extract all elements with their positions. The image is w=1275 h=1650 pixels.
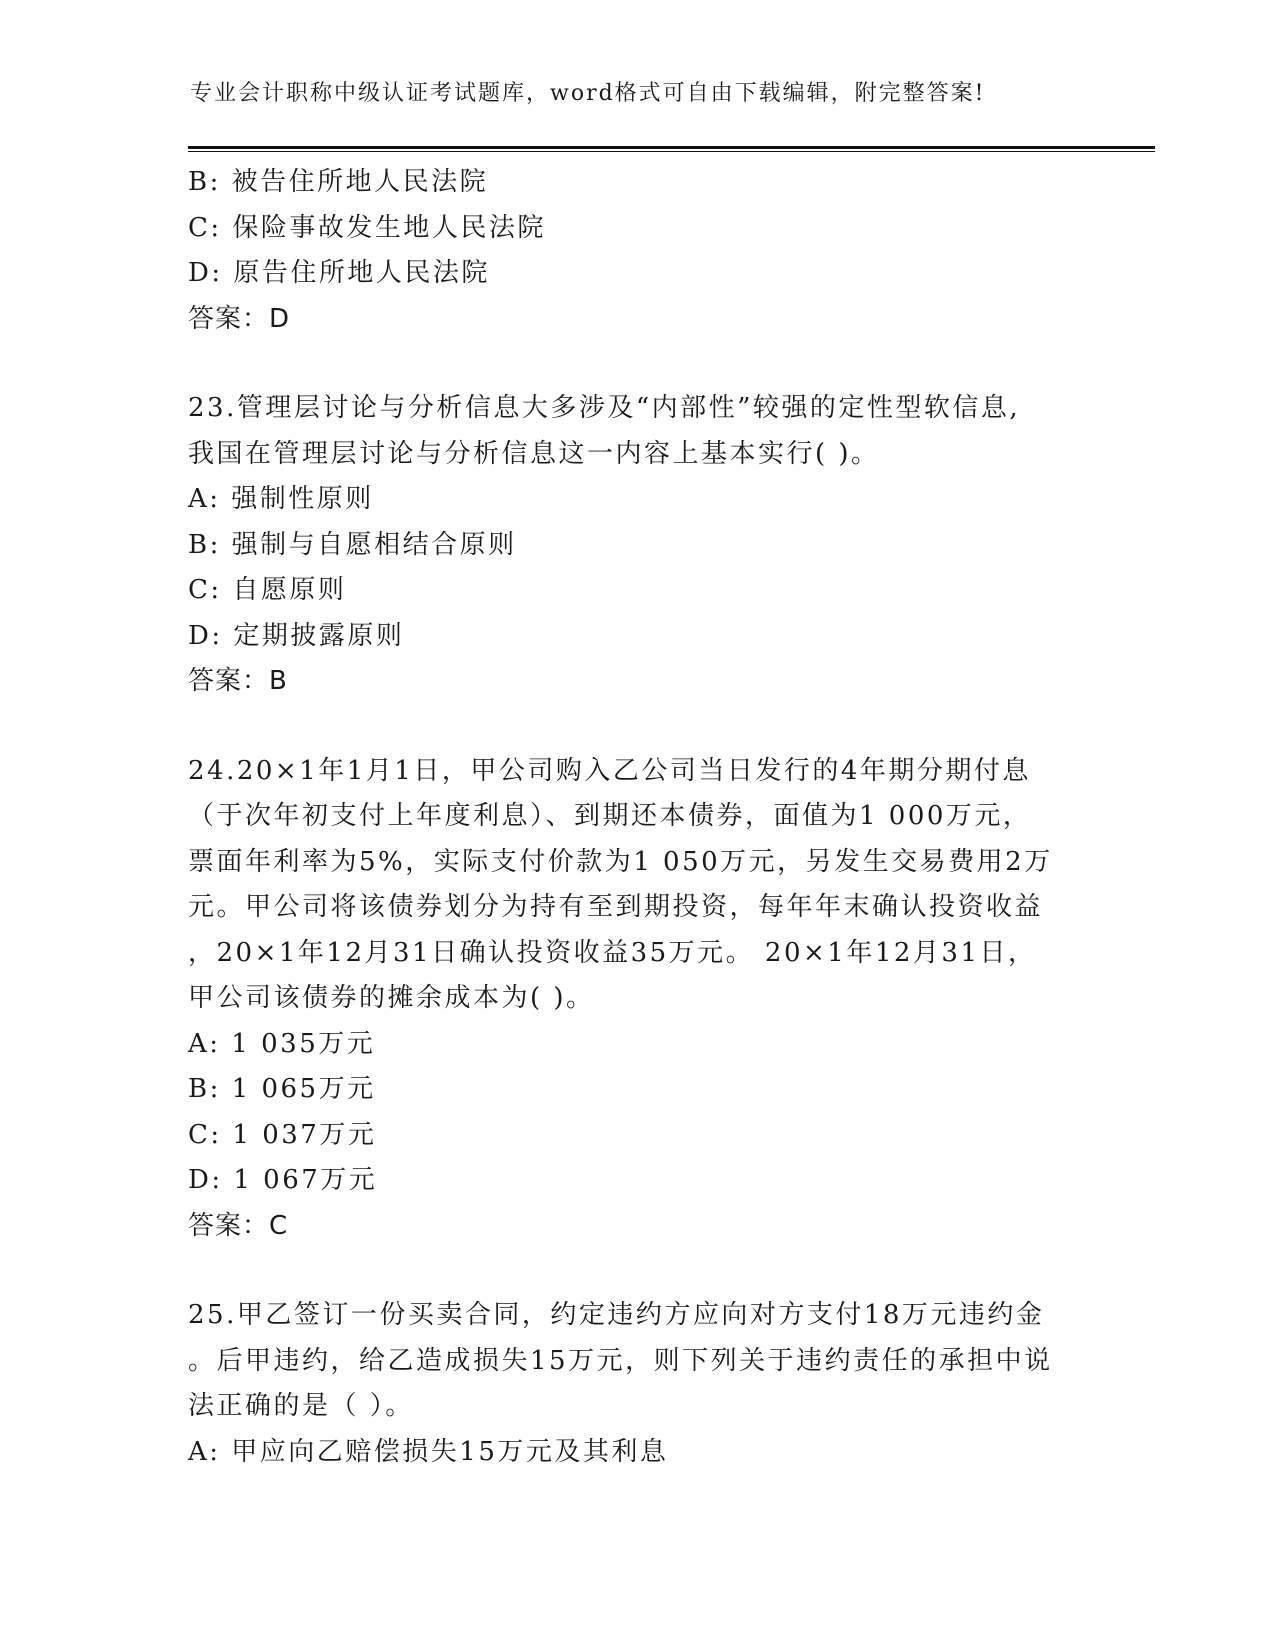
question-stem-line: 甲公司该债券的摊余成本为( )。: [188, 983, 595, 1013]
option-a: A: 1 035万元: [188, 1028, 376, 1059]
question-stem-line: 23.管理层讨论与分析信息大多涉及“内部性”较强的定性型软信息,: [188, 393, 1021, 423]
option-d: D: 原告住所地人民法院: [188, 258, 490, 288]
question-stem-line: 法正确的是（ ）。: [188, 1391, 414, 1421]
option-b: B: 1 065万元: [188, 1074, 376, 1104]
question-22-block: [188, 160, 1088, 342]
option-b: B: 强制与自愿相结合原则: [188, 529, 517, 560]
answer-line: 答案：C: [188, 1210, 289, 1241]
option-c: C: 保险事故发生地人民法院: [188, 212, 546, 243]
answer-line: 答案：D: [188, 303, 291, 334]
answer-line: 答案：B: [188, 666, 288, 696]
option-c: C: 1 037万元: [188, 1119, 377, 1150]
option-d: D: 1 067万元: [188, 1165, 378, 1195]
option-a: A: 甲应向乙赔偿损失15万元及其利息: [188, 1436, 669, 1467]
question-stem-line: 票面年利率为5%，实际支付价款为1 050万元，另发生交易费用2万: [188, 846, 1053, 877]
header-divider: [188, 146, 1155, 149]
page-header: 专业会计职称中级认证考试题库，word格式可自由下载编辑，附完整答案!: [190, 81, 986, 106]
question-stem-line: ，20×1年12月31日确认投资收益35万元。 20×1年12月31日，: [188, 937, 1037, 968]
option-c: C: 自愿原则: [188, 575, 347, 605]
question-stem-line: 元。甲公司将该债券划分为持有至到期投资，每年年末确认投资收益: [188, 892, 1044, 922]
question-24-block: [188, 749, 1088, 1250]
question-stem-line: 25.甲乙签订一份买卖合同，约定违约方应向对方支付18万元违约金: [188, 1300, 1045, 1330]
option-b: B: 被告住所地人民法院: [188, 167, 489, 197]
document-body: [188, 160, 1088, 1475]
question-stem-line: 我国在管理层讨论与分析信息这一内容上基本实行( )。: [188, 438, 880, 469]
question-25-block: [188, 1293, 1088, 1475]
question-stem-line: 。后甲违约，给乙造成损失15万元，则下列关于违约责任的承担中说: [188, 1345, 1053, 1376]
question-23-block: [188, 386, 1088, 705]
option-d: D: 定期披露原则: [188, 620, 405, 651]
option-a: A: 强制性原则: [188, 484, 374, 514]
header-divider-thin: [188, 151, 1155, 152]
question-stem-line: （于次年初支付上年度利息）、到期还本债券，面值为1 000万元，: [188, 801, 1032, 831]
question-stem-line: 24.20×1年1月1日，甲公司购入乙公司当日发行的4年期分期付息: [188, 755, 1031, 786]
